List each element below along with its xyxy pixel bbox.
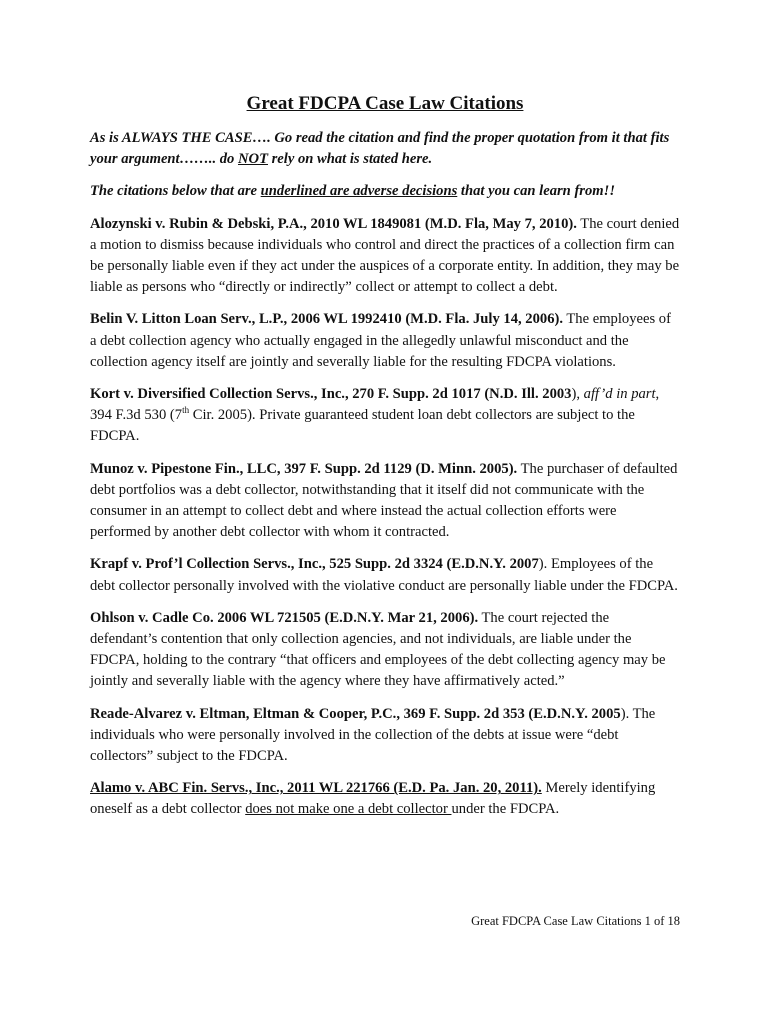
case-summary-part-c: Cir. 2005). Private guaranteed student loan debt collectors are subject to the FDCPA.: [90, 407, 635, 445]
case-alamo-adverse: [90, 778, 680, 820]
intro-adverse-note: [90, 181, 680, 202]
case-reade-alvarez: [90, 704, 680, 768]
case-citation-adverse: Alamo v. ABC Fin. Servs., Inc., 2011 WL 221766 (E.D. Pa. Jan. 20, 2011).: [90, 780, 542, 797]
case-citation: Munoz v. Pipestone Fin., LLC, 397 F. Supp. 2d 1129 (D. Minn. 2005).: [90, 460, 518, 477]
ordinal-superscript: th: [182, 405, 190, 416]
case-munoz: [90, 459, 680, 544]
case-alozynski: [90, 214, 680, 299]
case-citation: Reade-Alvarez v. Eltman, Eltman & Cooper, P.C., 369 F. Supp. 2d 353 (E.D.N.Y. 2005: [90, 705, 621, 722]
intro-warning: [90, 128, 680, 170]
case-krapf: [90, 554, 680, 596]
case-summary: The court denied a motion to dismiss because individuals who control and direct the practices of a collection firm can be personally liable even if they act under the auspices of a corporate entity. In addition, they may be liable as persons who “directly or indirectly” collect or attempt to collect a debt.: [90, 215, 680, 296]
case-summary: ). The individuals who were personally involved in the collection of the debts at issue were “debt collectors” subject to the FDCPA.: [90, 705, 656, 765]
intro-warning-text-1: As is ALWAYS THE CASE…. Go read the citation and find the proper quotation from it that fits your argument…….. do: [90, 130, 670, 168]
document-body: [90, 90, 680, 832]
case-summary-part-a: Merely identifying oneself as a debt collector: [90, 780, 656, 818]
case-summary: The purchaser of defaulted debt portfolios was a debt collector, notwithstanding that it itself did not communicate with the consumer in an attempt to collect debt and where instead the actual collection efforts were performed by another debt collector with whom it contracted.: [90, 460, 678, 541]
case-summary: ). Employees of the debt collector personally involved with the violative conduct are personally liable under the FDCPA.: [90, 556, 678, 594]
intro-adverse-emphasis: underlined are adverse decisions: [260, 183, 458, 200]
case-subsequent-history: aff’d in part: [583, 386, 656, 403]
page-footer: Great FDCPA Case Law Citations 1 of 18: [471, 914, 680, 928]
document-title: Great FDCPA Case Law Citations: [246, 93, 524, 114]
case-summary: The court rejected the defendant’s contention that only collection agencies, and not individuals, are liable under the FDCPA, holding to the contrary “that officers and employees of the debt collecting agency may be jointly and severally liable with the agency where they have affirmatively acted.”: [90, 609, 666, 690]
intro-warning-text-2: rely on what is stated here.: [267, 151, 433, 168]
case-kort: [90, 384, 680, 448]
intro-warning-emphasis: NOT: [237, 151, 268, 168]
case-belin: [90, 309, 680, 373]
case-citation: Ohlson v. Cadle Co. 2006 WL 721505 (E.D.N.Y. Mar 21, 2006).: [90, 609, 479, 626]
case-summary-part-a: ),: [571, 386, 584, 403]
case-citation: Belin V. Litton Loan Serv., L.P., 2006 WL 1992410 (M.D. Fla. July 14, 2006).: [90, 311, 563, 328]
intro-adverse-text-1: The citations below that are: [90, 183, 261, 200]
case-summary-underlined: does not make one a debt collector: [245, 801, 452, 818]
intro-adverse-text-2: that you can learn from!!: [457, 183, 615, 200]
case-summary-part-b: , 394 F.3d 530 (7: [90, 386, 660, 424]
case-summary-part-b: under the FDCPA.: [451, 801, 560, 818]
case-citation: Kort v. Diversified Collection Servs., Inc., 270 F. Supp. 2d 1017 (N.D. Ill. 2003: [90, 386, 572, 403]
case-summary: The employees of a debt collection agency who actually engaged in the allegedly unlawful misconduct and the collection agency itself are jointly and severally liable for the resulting FDCPA violations.: [90, 311, 671, 370]
case-citation: Alozynski v. Rubin & Debski, P.A., 2010 WL 1849081 (M.D. Fla, May 7, 2010).: [90, 215, 577, 232]
case-citation: Krapf v. Prof’l Collection Servs., Inc., 525 Supp. 2d 3324 (E.D.N.Y. 2007: [90, 556, 539, 573]
case-ohlson: [90, 608, 680, 693]
